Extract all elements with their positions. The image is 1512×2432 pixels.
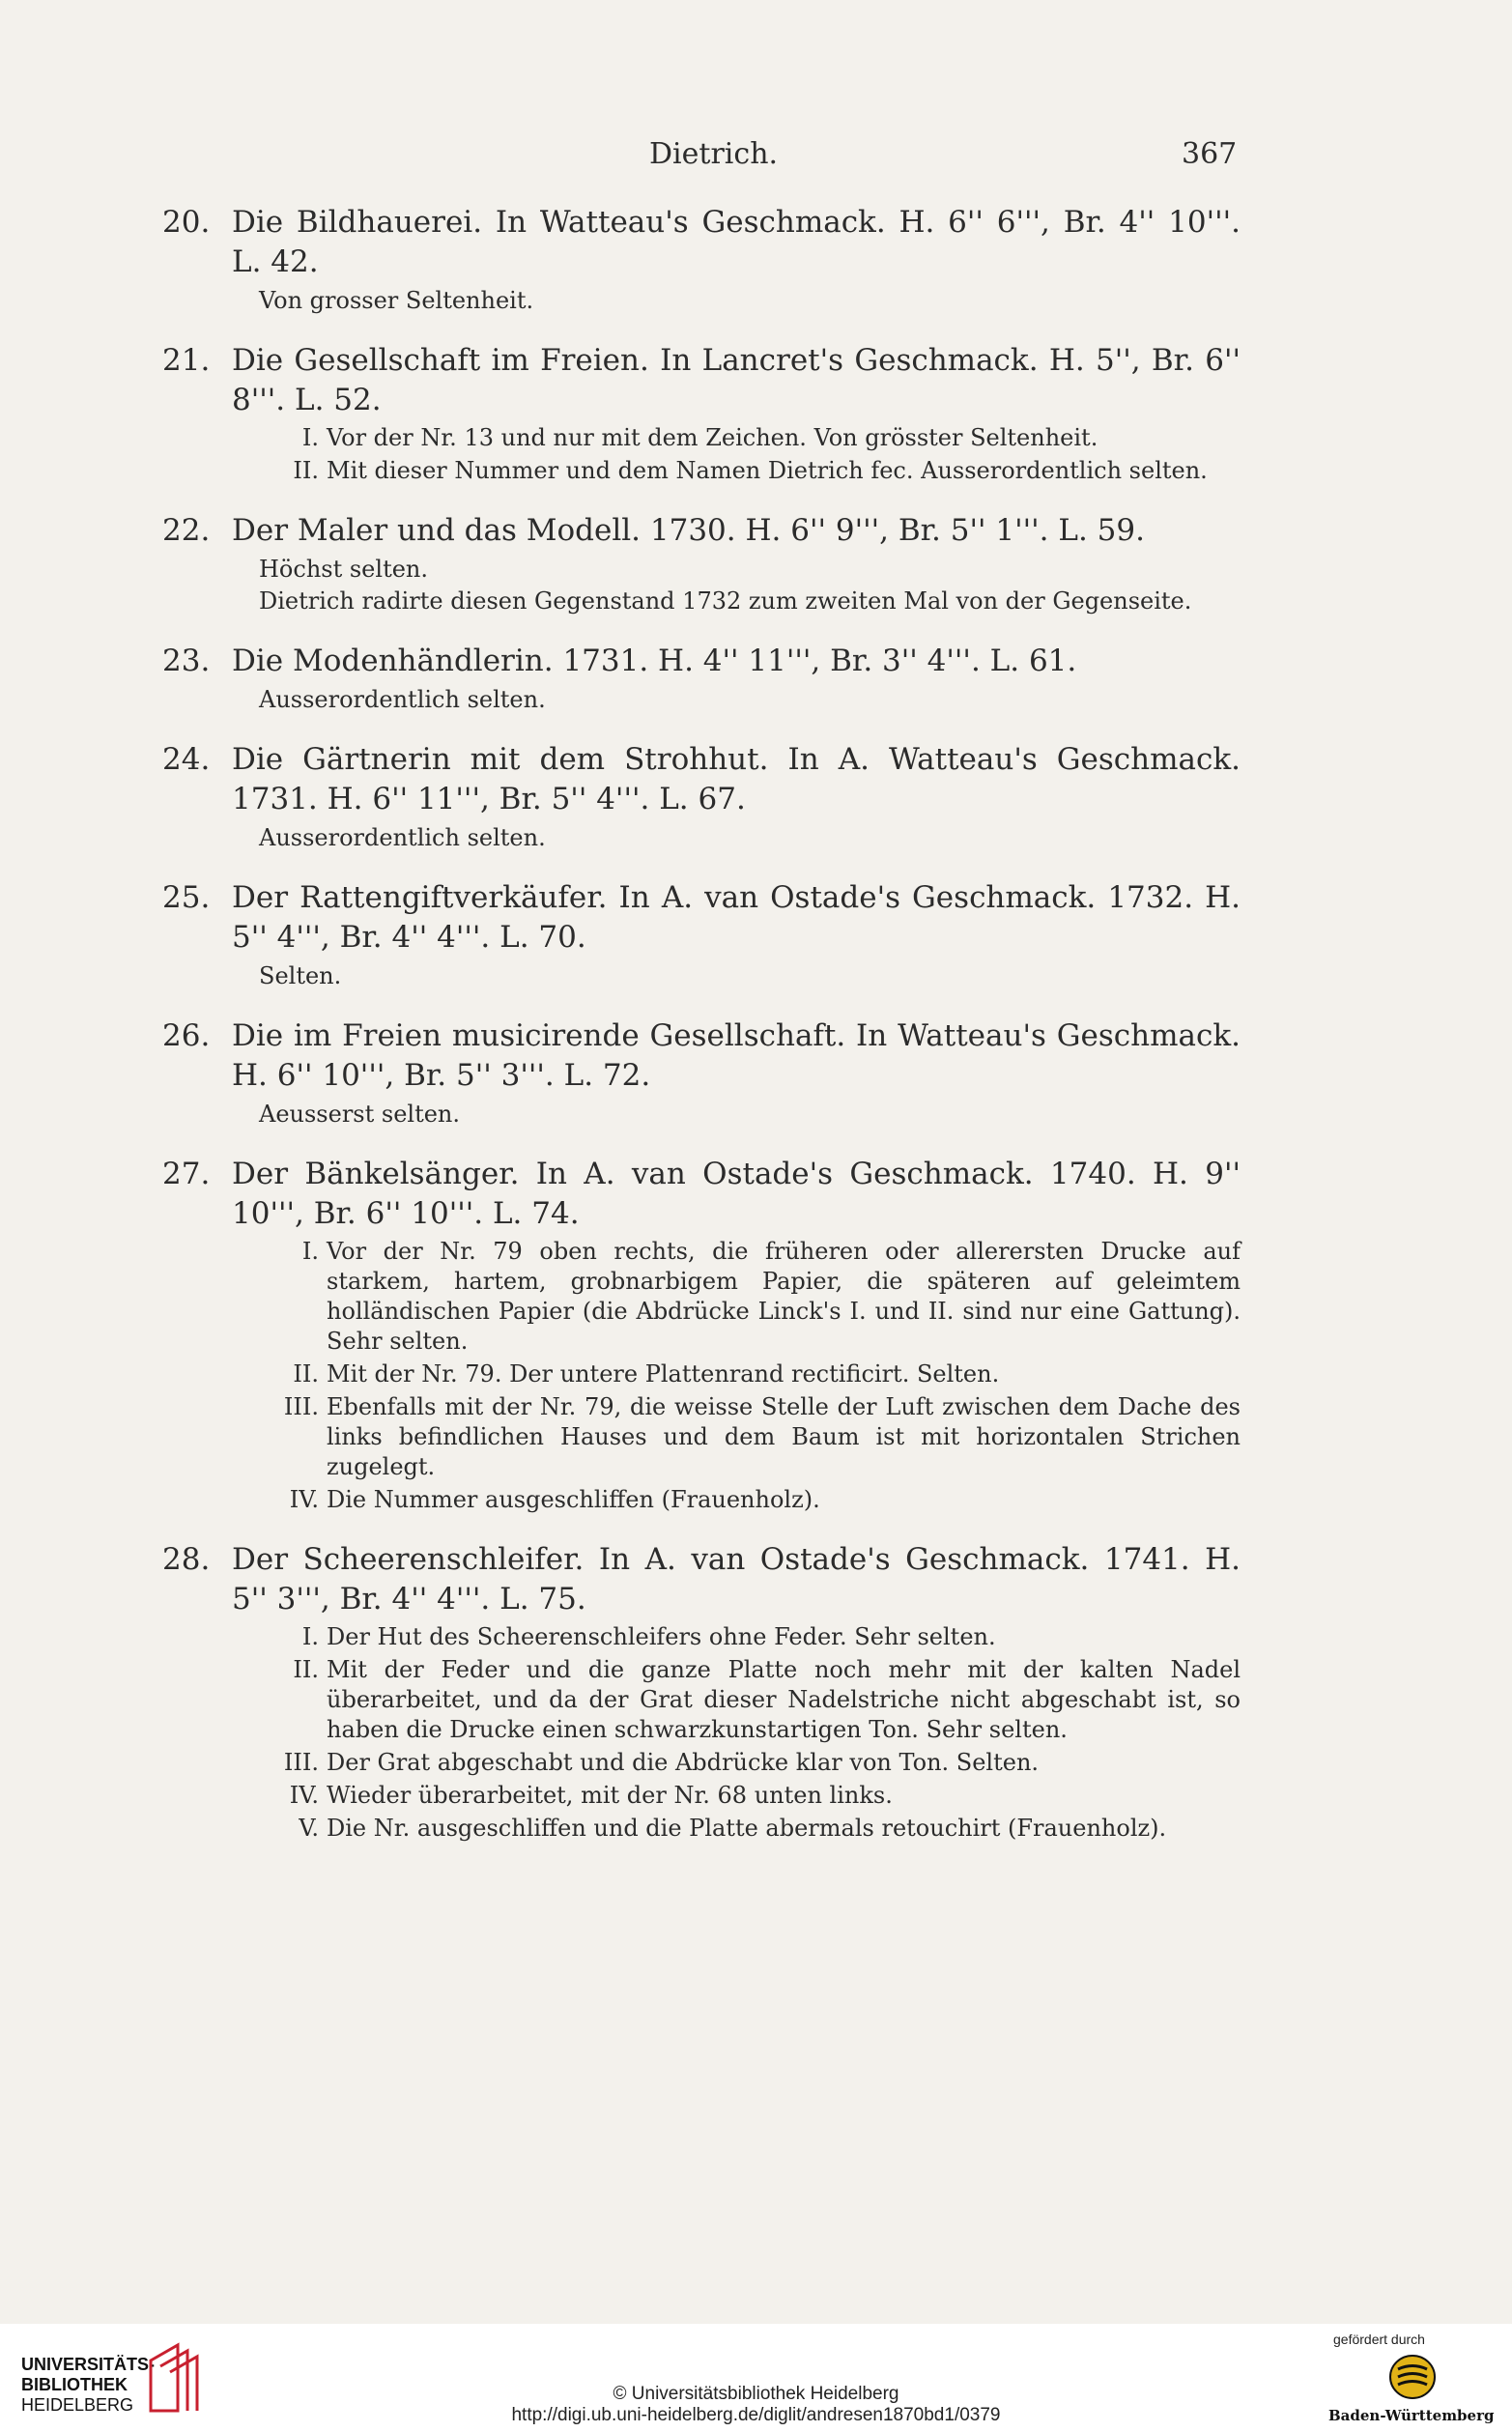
- entry-note: Ausserordentlich selten.: [259, 686, 546, 713]
- entry-number: 20.: [162, 205, 211, 240]
- state-description: Der Hut des Scheerenschleifers ohne Feder. Sehr selten.: [327, 1623, 996, 1650]
- copyright-block: [0, 2384, 1512, 2426]
- state-description: Wieder überarbeitet, mit der Nr. 68 unten links.: [327, 1782, 893, 1809]
- print-state: [162, 1622, 1241, 1652]
- entry-number: 22.: [162, 513, 211, 548]
- catalogue-entry: [162, 203, 1241, 316]
- entry-title: Der Scheerenschleifer. In A. van Ostade's Geschmack. 1741. H. 5'' 3''', Br. 4'' 4'''. L. 75.: [232, 1542, 1241, 1617]
- entry-heading: [162, 203, 1241, 282]
- entry-note: Selten.: [259, 962, 342, 989]
- catalogue-entries: [162, 203, 1241, 1869]
- state-description: Die Nr. ausgeschliffen und die Platte abermals retouchirt (Frauenholz).: [327, 1815, 1167, 1842]
- library-name-line2: BIBLIOTHEK: [21, 2375, 128, 2394]
- state-number: IV.: [289, 1782, 319, 1809]
- print-state: [162, 456, 1241, 486]
- catalogue-entry: [162, 1155, 1241, 1515]
- state-number: II.: [293, 1656, 319, 1683]
- entry-number: 21.: [162, 343, 211, 378]
- state-description: Mit der Feder und die ganze Platte noch mehr mit der kalten Nadel überarbeitet, und da der Grat dieser Nadelstriche nicht abgeschabt ist, so haben die Drucke einen schwarzkunstartigen Ton. Sehr selten.: [327, 1656, 1241, 1743]
- catalogue-entry: [162, 1016, 1241, 1130]
- catalogue-entry: [162, 1540, 1241, 1844]
- print-state: [162, 1237, 1241, 1357]
- entry-heading: [162, 511, 1241, 551]
- print-state: [162, 1655, 1241, 1745]
- page-number: 367: [1182, 137, 1238, 171]
- catalogue-entry: [162, 642, 1241, 715]
- state-number: III.: [283, 1749, 319, 1776]
- entry-number: 24.: [162, 742, 211, 777]
- running-title: Dietrich.: [649, 137, 779, 171]
- state-description: Vor der Nr. 13 und nur mit dem Zeichen. Von grösster Seltenheit.: [327, 424, 1098, 451]
- catalogue-entry: [162, 341, 1241, 486]
- state-number: I.: [301, 1623, 319, 1650]
- entry-title: Der Maler und das Modell. 1730. H. 6'' 9''', Br. 5'' 1'''. L. 59.: [232, 513, 1145, 548]
- entry-heading: [162, 642, 1241, 681]
- print-state: [162, 1748, 1241, 1778]
- entry-title: Der Rattengiftverkäufer. In A. van Ostade's Geschmack. 1732. H. 5'' 4''', Br. 4'' 4'''. L. 70.: [232, 880, 1241, 955]
- entry-title: Die Bildhauerei. In Watteau's Geschmack. H. 6'' 6''', Br. 4'' 10'''. L. 42.: [232, 205, 1241, 279]
- entry-number: 23.: [162, 644, 211, 678]
- running-head: [0, 137, 1512, 176]
- print-state: [162, 423, 1241, 453]
- state-number: II.: [293, 1360, 319, 1388]
- entry-heading: [162, 341, 1241, 420]
- state-description: Mit dieser Nummer und dem Namen Dietrich fec. Ausserordentlich selten.: [327, 457, 1208, 484]
- print-state: [162, 1392, 1241, 1482]
- state-description: Ebenfalls mit der Nr. 79, die weisse Stelle der Luft zwischen dem Dache des links befindlichen Hauses und dem Baum ist mit horizontalen Strichen zugelegt.: [327, 1393, 1241, 1480]
- permalink-url[interactable]: http://digi.ub.uni-heidelberg.de/diglit/andresen1870bd1/0379: [511, 2405, 1001, 2425]
- footer-bar: [0, 2324, 1512, 2432]
- print-state: [162, 1814, 1241, 1844]
- copyright-text: © Universitätsbibliothek Heidelberg: [613, 2384, 899, 2404]
- entry-number: 25.: [162, 880, 211, 915]
- print-state: [162, 1359, 1241, 1389]
- entry-note: Ausserordentlich selten.: [259, 824, 546, 851]
- entry-title: Die im Freien musicirende Gesellschaft. In Watteau's Geschmack. H. 6'' 10''', Br. 5'' 3'''. L. 72.: [232, 1018, 1241, 1093]
- entry-note: Dietrich radirte diesen Gegenstand 1732 zum zweiten Mal von der Gegenseite.: [259, 587, 1192, 615]
- catalogue-entry: [162, 511, 1241, 616]
- state-number: II.: [293, 457, 319, 484]
- state-number: V.: [299, 1815, 319, 1842]
- entry-heading: [162, 1155, 1241, 1234]
- entry-heading: [162, 1016, 1241, 1096]
- state-description: Mit der Nr. 79. Der untere Plattenrand rectificirt. Selten.: [327, 1360, 1000, 1388]
- state-number: I.: [301, 424, 319, 451]
- state-number: IV.: [289, 1486, 319, 1513]
- entry-title: Die Gärtnerin mit dem Strohhut. In A. Watteau's Geschmack. 1731. H. 6'' 11''', Br. 5'' 4'''. L. 67.: [232, 742, 1241, 816]
- entry-title: Der Bänkelsänger. In A. van Ostade's Geschmack. 1740. H. 9'' 10''', Br. 6'' 10'''. L. 74.: [232, 1157, 1241, 1231]
- entry-heading: [162, 740, 1241, 819]
- entry-title: Die Modenhändlerin. 1731. H. 4'' 11''', Br. 3'' 4'''. L. 61.: [232, 644, 1077, 678]
- state-description: Der Grat abgeschabt und die Abdrücke klar von Ton. Selten.: [327, 1749, 1040, 1776]
- print-state: [162, 1485, 1241, 1515]
- entry-note: Von grosser Seltenheit.: [259, 287, 534, 314]
- state-description: Die Nummer ausgeschliffen (Frauenholz).: [327, 1486, 820, 1513]
- entry-number: 28.: [162, 1542, 211, 1577]
- state-description: Vor der Nr. 79 oben rechts, die früheren oder allerersten Drucke auf starkem, hartem, grobnarbigem Papier, die späteren auf geleimtem holländischen Papier (die Abdrücke Linck's I. und II. sind nur eine Gattung). Sehr selten.: [327, 1238, 1241, 1355]
- library-name-line1: UNIVERSITÄTS-: [21, 2355, 156, 2374]
- entry-heading: [162, 1540, 1241, 1619]
- catalogue-entry: [162, 878, 1241, 991]
- entry-number: 26.: [162, 1018, 211, 1053]
- funder-name: Baden-Württemberg: [1328, 2407, 1495, 2424]
- catalogue-entry: [162, 740, 1241, 853]
- entry-note: Höchst selten.: [259, 556, 428, 583]
- funded-by-label: gefördert durch: [1333, 2332, 1425, 2347]
- entry-heading: [162, 878, 1241, 958]
- state-number: III.: [283, 1393, 319, 1420]
- entry-number: 27.: [162, 1157, 211, 1191]
- print-state: [162, 1781, 1241, 1811]
- state-crest-icon: [1388, 2353, 1437, 2401]
- entry-note: Aeusserst selten.: [259, 1101, 461, 1128]
- state-number: I.: [301, 1238, 319, 1265]
- entry-title: Die Gesellschaft im Freien. In Lancret's Geschmack. H. 5'', Br. 6'' 8'''. L. 52.: [232, 343, 1241, 417]
- library-name-line3: HEIDELBERG: [21, 2395, 134, 2415]
